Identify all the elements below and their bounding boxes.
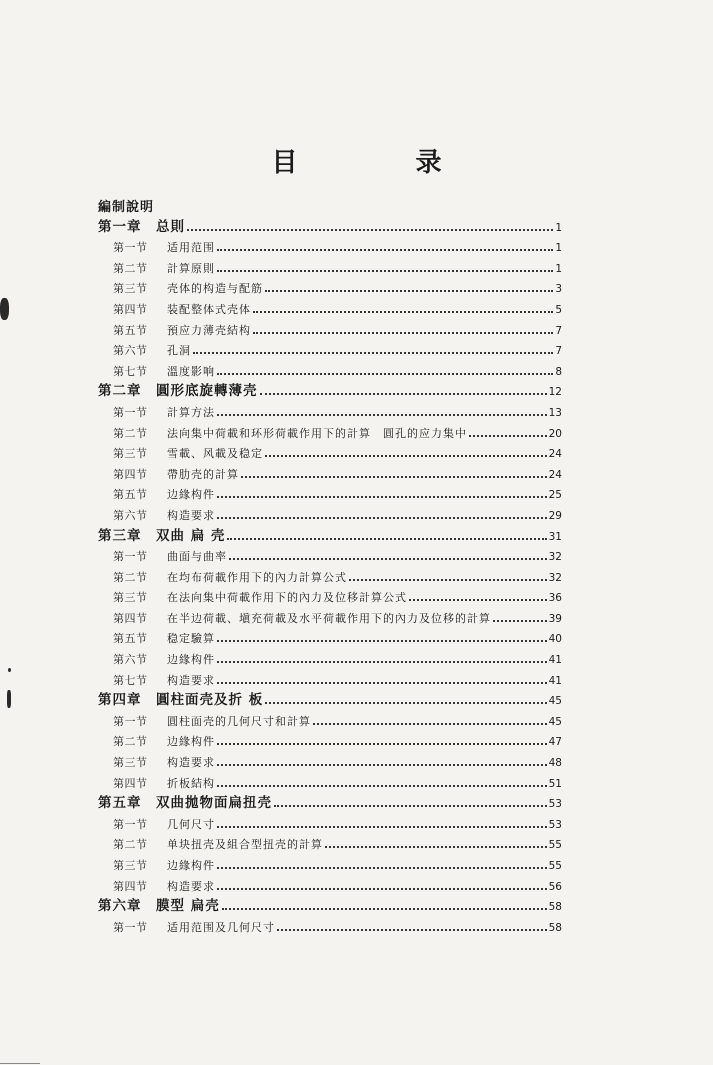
dot-leader bbox=[265, 455, 547, 457]
toc-entry-title: 构造要求 bbox=[167, 756, 215, 770]
toc-entry-title: 边緣构件 bbox=[167, 488, 215, 502]
toc-section-entry[interactable] bbox=[0, 832, 562, 853]
toc-section-entry[interactable] bbox=[0, 811, 562, 832]
dot-leader bbox=[265, 290, 553, 292]
toc-section-entry[interactable] bbox=[0, 646, 562, 667]
toc-section-entry[interactable] bbox=[0, 502, 562, 523]
toc-entry-number: 第三节 bbox=[113, 282, 148, 296]
toc-page-number: 47 bbox=[548, 736, 562, 749]
dot-leader bbox=[469, 435, 547, 437]
toc-chapter-entry[interactable] bbox=[0, 791, 562, 812]
toc-page-number: 7 bbox=[555, 324, 562, 337]
toc-entry-number: 第三章 bbox=[98, 527, 142, 544]
toc-entry-number: 第一节 bbox=[113, 550, 148, 564]
toc-entry-title: 双曲拋物面扁扭壳 bbox=[156, 795, 272, 812]
toc-entry-title: 折板結构 bbox=[167, 776, 215, 790]
dot-leader bbox=[222, 908, 547, 910]
toc-entry-number: 第二节 bbox=[113, 426, 148, 440]
toc-section-entry[interactable] bbox=[0, 235, 562, 256]
dot-leader bbox=[217, 373, 553, 375]
dot-leader bbox=[277, 929, 547, 931]
dot-leader bbox=[217, 249, 553, 251]
toc-section-entry[interactable] bbox=[0, 482, 562, 503]
toc-entry-number: 第四节 bbox=[113, 467, 148, 481]
toc-entry-number: 第五节 bbox=[113, 488, 148, 502]
dot-leader bbox=[217, 743, 547, 745]
toc-entry-title: 几何尺寸 bbox=[167, 817, 215, 831]
toc-page-number: 58 bbox=[548, 901, 562, 914]
toc-page-number: 55 bbox=[548, 839, 562, 852]
toc-chapter-entry[interactable] bbox=[0, 379, 562, 400]
toc-page-number: 25 bbox=[548, 489, 562, 502]
toc-page-number: 12 bbox=[548, 386, 562, 399]
toc-page-number: 45 bbox=[548, 715, 562, 728]
toc-entry-title: 圓柱面壳的几何尺寸和計算 bbox=[167, 714, 311, 728]
dot-leader bbox=[217, 661, 547, 663]
toc-page-number: 1 bbox=[555, 221, 562, 234]
toc-entry-title: 边緣构件 bbox=[167, 735, 215, 749]
toc-entry-title: 膜型 扁壳 bbox=[156, 898, 220, 915]
dot-leader bbox=[187, 229, 553, 231]
dot-leader bbox=[313, 723, 547, 725]
toc-entry-title: 溫度影响 bbox=[167, 364, 215, 378]
page-title: 目 录 bbox=[271, 148, 488, 178]
toc-page-number: 55 bbox=[548, 860, 562, 872]
scan-smudge bbox=[0, 298, 9, 320]
toc-entry-number: 第四章 bbox=[98, 692, 142, 709]
toc-entry-title: 在均布荷載作用下的內力計算公式 bbox=[167, 570, 347, 584]
toc-entry-number: 第一节 bbox=[113, 405, 148, 419]
dot-leader bbox=[217, 764, 547, 766]
toc-entry-number: 第六节 bbox=[113, 344, 148, 358]
dot-leader bbox=[265, 702, 546, 704]
toc-entry-number: 第一节 bbox=[113, 241, 148, 255]
toc-section-entry[interactable] bbox=[0, 749, 562, 770]
toc-section-entry[interactable] bbox=[0, 585, 562, 606]
dot-leader bbox=[217, 496, 547, 498]
toc-entry-number: 第一章 bbox=[98, 218, 142, 235]
toc-page-number: 1 bbox=[555, 242, 562, 255]
toc-entry-number: 第二节 bbox=[113, 570, 148, 584]
toc-page-number: 24 bbox=[548, 448, 562, 461]
toc-entry-title: 法向集中荷載和环形荷載作用下的計算 圓孔的应力集中 bbox=[167, 426, 467, 440]
dot-leader bbox=[229, 558, 547, 560]
toc-chapter-entry[interactable] bbox=[0, 214, 562, 235]
toc-entry-number: 第六节 bbox=[113, 653, 148, 667]
toc-entry-title: 帶肋壳的計算 bbox=[167, 467, 239, 481]
dot-leader bbox=[260, 393, 547, 395]
toc-entry-number: 第四节 bbox=[113, 776, 148, 790]
scan-edge-line bbox=[0, 1063, 40, 1064]
toc-entry-number: 第三节 bbox=[113, 756, 148, 770]
toc-entry-title: 曲面与曲率 bbox=[167, 550, 227, 564]
preface-heading[interactable]: 編制說明 bbox=[98, 200, 155, 215]
toc-page-number: 31 bbox=[548, 530, 562, 543]
toc-page-number: 32 bbox=[548, 551, 562, 564]
toc-entry-title: 边緣构件 bbox=[167, 859, 215, 872]
toc-entry-title: 构造要求 bbox=[167, 879, 215, 893]
toc-entry-title: 壳体的构造与配筋 bbox=[167, 282, 263, 296]
toc-chapter-entry[interactable] bbox=[0, 523, 562, 544]
dot-leader bbox=[217, 517, 547, 519]
toc-section-entry[interactable] bbox=[0, 564, 562, 585]
toc-entry-number: 第三节 bbox=[113, 591, 148, 605]
dot-leader bbox=[409, 599, 547, 601]
toc-entry-title: 計算方法 bbox=[167, 405, 215, 419]
dot-leader bbox=[217, 867, 547, 869]
toc-page-number: 41 bbox=[548, 674, 562, 687]
toc-entry-title: 預应力薄壳結构 bbox=[167, 323, 251, 337]
toc-entry-title: 适用范围 bbox=[167, 241, 215, 255]
toc-entry-number: 第一节 bbox=[113, 817, 148, 831]
toc-entry-title: 单块扭壳及組合型扭壳的計算 bbox=[167, 838, 323, 852]
toc-entry-number: 第四节 bbox=[113, 611, 148, 625]
toc-section-entry[interactable] bbox=[0, 770, 562, 791]
toc-section-entry[interactable] bbox=[0, 420, 562, 441]
toc-entry-title: 孔洞 bbox=[167, 344, 191, 358]
dot-leader bbox=[217, 826, 547, 828]
toc-page-number: 36 bbox=[548, 592, 562, 605]
toc-entry-number: 第二节 bbox=[113, 735, 148, 749]
toc-entry-number: 第二章 bbox=[98, 383, 142, 400]
scan-smudge bbox=[8, 668, 11, 672]
dot-leader bbox=[241, 476, 547, 478]
toc-page-number: 32 bbox=[548, 571, 562, 584]
dot-leader bbox=[227, 538, 546, 540]
toc-entry-title: 边緣构件 bbox=[167, 653, 215, 667]
dot-leader bbox=[325, 846, 547, 848]
toc-section-entry[interactable] bbox=[0, 338, 562, 359]
dot-leader bbox=[217, 640, 547, 642]
toc-entry-number: 第七节 bbox=[113, 673, 148, 687]
dot-leader bbox=[349, 579, 547, 581]
toc-section-entry[interactable] bbox=[0, 708, 562, 729]
toc-entry-number: 第七节 bbox=[113, 364, 148, 378]
toc-page-number: 24 bbox=[548, 468, 562, 481]
toc-page-number: 51 bbox=[548, 777, 562, 790]
toc-page-number: 56 bbox=[548, 880, 562, 893]
toc-page-number: 8 bbox=[555, 365, 562, 378]
dot-leader bbox=[217, 682, 547, 684]
toc-section-entry[interactable] bbox=[0, 296, 562, 317]
toc-page-number: 5 bbox=[555, 303, 562, 316]
toc-section-entry[interactable] bbox=[0, 729, 562, 750]
dot-leader bbox=[217, 270, 553, 272]
toc-page-number: 13 bbox=[548, 406, 562, 419]
dot-leader bbox=[217, 414, 547, 416]
toc-page-number: 41 bbox=[548, 654, 562, 667]
toc-page-number: 29 bbox=[548, 509, 562, 522]
toc-entry-title: 装配整体式壳体 bbox=[167, 302, 251, 316]
toc-entry-number: 第四节 bbox=[113, 879, 148, 893]
toc-section-entry[interactable] bbox=[0, 255, 562, 276]
toc-entry-number: 第五节 bbox=[113, 632, 148, 646]
dot-leader bbox=[193, 352, 553, 354]
toc-entry-title: 在法向集中荷載作用下的內力及位移計算公式 bbox=[167, 591, 407, 605]
toc-entry-number: 第六章 bbox=[98, 898, 142, 915]
dot-leader bbox=[217, 888, 547, 890]
toc-page-number: 48 bbox=[548, 757, 562, 770]
toc-entry-title: 在半边荷載、塡充荷載及水平荷載作用下的內力及位移的計算 bbox=[167, 611, 491, 625]
scan-smudge bbox=[7, 690, 11, 708]
toc-entry-title: 构造要求 bbox=[167, 673, 215, 687]
toc-section-entry[interactable] bbox=[0, 852, 562, 873]
toc-entry-number: 第四节 bbox=[113, 302, 148, 316]
toc-chapter-entry[interactable] bbox=[0, 688, 562, 709]
toc-section-entry[interactable] bbox=[0, 544, 562, 565]
toc-entry-title: 构造要求 bbox=[167, 508, 215, 522]
toc-entry-title: 适用范围及几何尺寸 bbox=[167, 920, 275, 934]
toc-page-number: 39 bbox=[548, 612, 562, 625]
toc-entry-number: 第五节 bbox=[113, 323, 148, 337]
toc-chapter-entry[interactable] bbox=[0, 894, 562, 915]
toc-section-entry[interactable] bbox=[0, 461, 562, 482]
toc-section-entry[interactable] bbox=[0, 441, 562, 462]
dot-leader bbox=[493, 620, 547, 622]
toc-page-number: 20 bbox=[548, 427, 562, 440]
dot-leader bbox=[253, 332, 553, 334]
toc-entry-number: 第五章 bbox=[98, 795, 142, 812]
toc-section-entry[interactable] bbox=[0, 667, 562, 688]
toc-entry-number: 第二节 bbox=[113, 261, 148, 275]
dot-leader bbox=[274, 805, 547, 807]
toc-entry-number: 第一节 bbox=[113, 920, 148, 934]
toc-entry-number: 第三节 bbox=[113, 447, 148, 461]
toc-section-entry[interactable] bbox=[0, 358, 562, 379]
dot-leader bbox=[217, 785, 547, 787]
toc-section-entry[interactable] bbox=[0, 873, 562, 894]
toc-section-entry[interactable] bbox=[0, 276, 562, 297]
toc-section-entry[interactable] bbox=[0, 317, 562, 338]
table-of-contents bbox=[0, 214, 713, 935]
toc-entry-number: 第三节 bbox=[113, 859, 148, 872]
toc-section-entry[interactable] bbox=[0, 914, 562, 935]
toc-entry-title: 总則 bbox=[156, 218, 185, 235]
toc-section-entry[interactable] bbox=[0, 626, 562, 647]
toc-section-entry[interactable] bbox=[0, 605, 562, 626]
toc-entry-title: 双曲 扁 壳 bbox=[156, 527, 226, 544]
toc-page-number: 3 bbox=[555, 283, 562, 296]
toc-entry-title: 雪載、风載及稳定 bbox=[167, 447, 263, 461]
toc-entry-number: 第一节 bbox=[113, 714, 148, 728]
toc-section-entry[interactable] bbox=[0, 399, 562, 420]
toc-entry-title: 稳定驗算 bbox=[167, 632, 215, 646]
toc-page-number: 7 bbox=[555, 345, 562, 358]
toc-page-number: 53 bbox=[548, 798, 562, 811]
toc-page-number: 45 bbox=[548, 695, 562, 708]
toc-entry-title: 圓形底旋轉薄壳 bbox=[156, 383, 258, 400]
toc-page-number: 53 bbox=[548, 818, 562, 831]
toc-page-number: 58 bbox=[548, 921, 562, 934]
toc-entry-title: 圓柱面壳及折 板 bbox=[156, 692, 264, 709]
dot-leader bbox=[253, 311, 553, 313]
toc-entry-number: 第二节 bbox=[113, 838, 148, 852]
toc-entry-number: 第六节 bbox=[113, 508, 148, 522]
toc-page-number: 1 bbox=[555, 262, 562, 275]
toc-page-number: 40 bbox=[548, 633, 562, 646]
toc-entry-title: 計算原則 bbox=[167, 261, 215, 275]
